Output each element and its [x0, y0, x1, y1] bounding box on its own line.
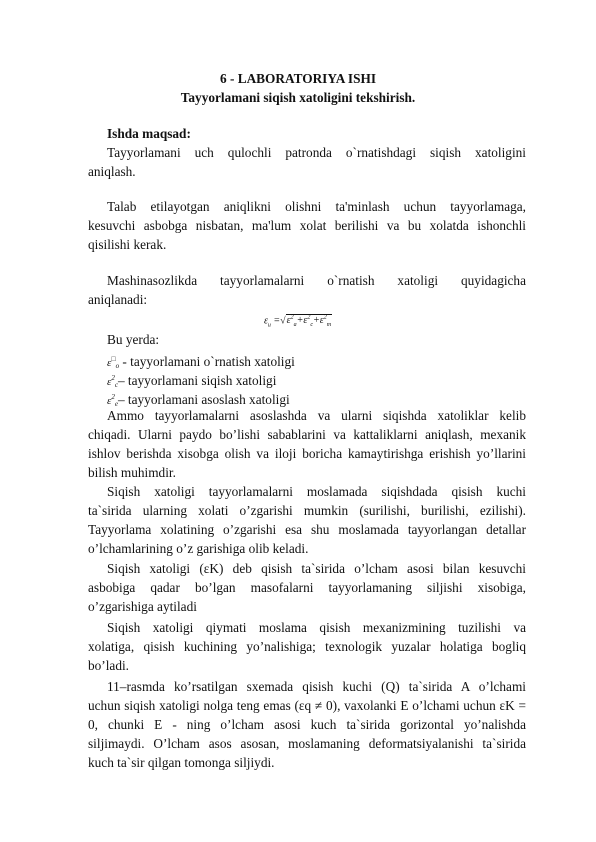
symbol-installation-error: $\varepsilon^□_o$ — [107, 355, 120, 370]
where-item-basing-text: – tayyorlamani asoslash xatoligi — [117, 392, 290, 407]
figure-line5: kuch ta`sir qilgan tomonga siljiydi. — [88, 755, 275, 770]
where-label: Bu yerda: — [107, 332, 160, 347]
figure-line3: 0, chunki E - ning o’lcham asosi kuch ta`sirida gorizontal yo’nalishda — [88, 717, 526, 732]
ammo-line4: bilish muhimdir. — [88, 465, 176, 480]
figure-line1: 11–rasmda ko’rsatilgan sxemada qisish kuchi (Q) ta`sirida A o’lchami — [107, 679, 526, 694]
precision-line2: kesuvchi asbobga nisbatan, ma'lum xolat berilishi va bu xolatda ishonchli — [88, 218, 526, 233]
siqish-line3: Tayyorlama xolatining o’zgarishi esa shu moslamada tayyorlangan detallar — [88, 522, 526, 537]
value-line2: xolatiga, qisish kuchining yo’nalishiga; texnologik yuzalar holatiga bogliq — [88, 639, 526, 654]
aim-text-line2: aniqlash. — [88, 164, 136, 179]
siqish-line2: ta`sirida ularning xolati o’zgarishi mumkin (surilishi, burilishi, ezilishi). — [88, 503, 526, 518]
siqish-line1: Siqish xatoligi tayyorlamalarni moslamada siqishdada qisish kuchi — [107, 484, 526, 499]
where-item-installation-text: - tayyorlamani o`rnatish xatoligi — [119, 354, 295, 369]
precision-line1: Talab etilayotgan aniqlikni olishni ta'minlash uchun tayyorlamaga, — [107, 199, 526, 214]
symbol-clamping-error: $\varepsilon^2_c$ — [107, 374, 118, 389]
definition-line1: Siqish xatoligi (εK) deb qisish ta`sirida o’lcham asosi bilan kesuvchi — [107, 561, 526, 576]
symbol-basing-error: $\varepsilon^2_e$ — [107, 393, 118, 408]
value-line1: Siqish xatoligi qiymati moslama qisish mexanizmining tuzilishi va — [107, 620, 526, 635]
figure-line2: uchun siqish xatoligi nolga teng emas (εq ≠ 0), vaxolanki E o’lchami uchun εK = — [88, 698, 526, 713]
installation-error-formula — [0, 309, 596, 335]
formula-lhs-sub: u — [267, 322, 271, 329]
ammo-line1: Ammo tayyorlamalarni asoslashda va ularni siqishda xatoliklar kelib — [107, 408, 526, 423]
formula-term-c-sup: 2 — [307, 315, 311, 321]
formula-lhs: ε — [263, 315, 268, 327]
value-line3: bo’ladi. — [88, 658, 129, 673]
aim-text-line1: Tayyorlamani uch qulochli patronda o`rnatishdagi siqish xatoligini — [107, 145, 526, 160]
formula-plus-1: + — [296, 315, 304, 327]
lab-subtitle: Tayyorlamani siqish xatoligini tekshirish. — [180, 90, 416, 105]
formula-term-m-sub: m — [326, 322, 332, 329]
error-line2: aniqlanadi: — [88, 292, 148, 307]
where-item-clamping-text: – tayyorlamani siqish xatoligi — [117, 373, 277, 388]
formula-term-a-sub: a — [293, 322, 297, 329]
figure-line4: siljimaydi. O’lcham asos asosan, moslamaning deformatsiyalanishi ta`sirida — [88, 736, 526, 751]
formula-eq: = — [273, 315, 281, 327]
formula-term-a-sup: 2 — [290, 315, 294, 321]
lab-title: 6 - LABORATORIYA ISHI — [219, 71, 377, 86]
formula-term-m-sup: 2 — [323, 315, 327, 321]
definition-line3: o’zgarishiga aytiladi — [88, 599, 197, 614]
formula-radicand — [286, 314, 332, 329]
formula-term-a: ε — [286, 315, 291, 327]
ammo-line3: ishlov berishda xisobga olish va iloji boricha kamaytirishga erishish yo’llarini — [88, 446, 526, 461]
formula-term-m: ε — [319, 315, 324, 327]
aim-heading: Ishda maqsad: — [107, 126, 191, 141]
siqish-line4: o’lchamlarining o’z garishiga olib keladi. — [88, 541, 309, 556]
formula-term-c-sub: c — [310, 322, 313, 329]
formula-plus-2: + — [312, 315, 320, 327]
definition-line2: asbobiga qadar bo’lgan masofalarni tayyorlamaning siljishi xisobiga, — [88, 580, 526, 595]
formula-term-c: ε — [303, 315, 308, 327]
precision-line3: qisilishi kerak. — [88, 237, 167, 252]
formula-sqrt: √ — [280, 315, 286, 327]
error-line1: Mashinasozlikda tayyorlamalarni o`rnatish xatoligi quyidagicha — [107, 273, 526, 288]
ammo-line2: chiqadi. Ularni paydo bo’lishi sabablarini va kattaliklarni aniqlash, mexanik — [88, 427, 526, 442]
